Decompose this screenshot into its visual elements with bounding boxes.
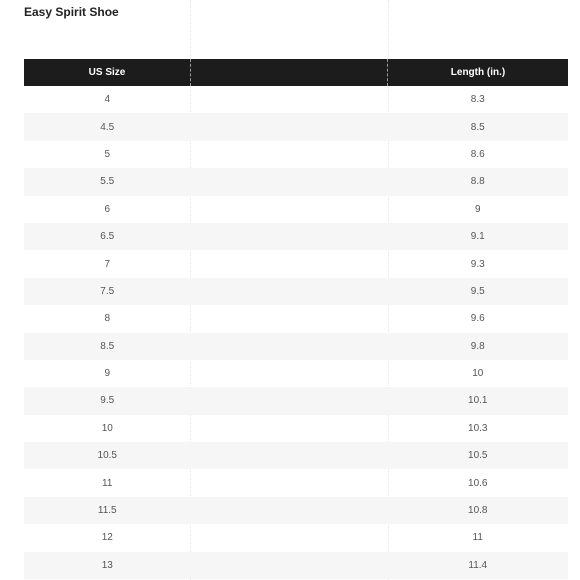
cell-us-size: 8.5 (24, 333, 191, 360)
cell-spacer (191, 552, 388, 579)
cell-spacer (191, 141, 388, 168)
cell-spacer (191, 524, 388, 551)
table-row (24, 360, 568, 387)
cell-us-size: 7 (104, 258, 111, 270)
cell-length: 9.6 (470, 313, 485, 325)
cell-spacer (191, 168, 388, 195)
table-row (24, 141, 568, 168)
cell-spacer (191, 305, 388, 332)
cell-spacer (191, 497, 388, 524)
cell-length: 10.1 (388, 387, 569, 414)
cell-us-size: 11 (102, 477, 113, 489)
header-us-size: US Size (24, 59, 191, 86)
table-row (24, 196, 568, 223)
table-row (24, 250, 568, 277)
cell-us-size: 12 (101, 532, 113, 544)
cell-length: 10.6 (468, 477, 488, 489)
table-row (24, 415, 568, 442)
table-row (24, 223, 568, 250)
table-row (24, 524, 568, 551)
cell-length: 8.6 (470, 148, 485, 160)
table-row (24, 168, 568, 195)
cell-length: 10.3 (468, 422, 488, 434)
cell-us-size: 6 (104, 203, 111, 215)
table-row (24, 497, 568, 524)
cell-us-size: 5.5 (24, 168, 191, 195)
cell-spacer (191, 360, 388, 387)
cell-us-size: 9.5 (24, 387, 191, 414)
cell-us-size: 13 (24, 552, 191, 579)
cell-spacer (191, 442, 388, 469)
page-title: Easy Spirit Shoe (24, 5, 119, 19)
cell-us-size: 4 (104, 94, 111, 106)
cell-length: 11.4 (388, 552, 569, 579)
table-row (24, 333, 568, 360)
header-spacer (191, 59, 388, 86)
cell-length: 10.8 (388, 497, 569, 524)
table-row (24, 278, 568, 305)
cell-spacer (191, 113, 388, 140)
table-row (24, 86, 568, 113)
table-row (24, 442, 568, 469)
cell-length: 9.8 (388, 333, 569, 360)
cell-length: 8.5 (388, 113, 569, 140)
cell-length: 10 (472, 368, 484, 380)
table-header-row (24, 59, 568, 86)
cell-length: 10.5 (388, 442, 569, 469)
cell-spacer (191, 223, 388, 250)
cell-length: 9.3 (470, 258, 485, 270)
table-row (24, 113, 568, 140)
cell-us-size: 10 (101, 422, 113, 434)
cell-spacer (191, 333, 388, 360)
cell-length: 8.8 (388, 168, 569, 195)
cell-us-size: 11.5 (24, 497, 191, 524)
cell-length: 9.1 (388, 223, 569, 250)
cell-us-size: 4.5 (24, 113, 191, 140)
table-body (24, 86, 568, 579)
cell-spacer (191, 415, 388, 442)
table-row (24, 552, 568, 579)
cell-spacer (191, 250, 388, 277)
cell-us-size: 5 (104, 148, 111, 160)
cell-spacer (191, 196, 388, 223)
table-row (24, 469, 568, 496)
header-length: Length (in.) (388, 59, 569, 86)
cell-spacer (191, 86, 388, 113)
cell-length: 9 (474, 203, 481, 215)
cell-spacer (191, 278, 388, 305)
cell-length: 11 (472, 532, 483, 544)
table-row (24, 387, 568, 414)
cell-us-size: 8 (104, 313, 111, 325)
cell-spacer (191, 387, 388, 414)
cell-spacer (191, 469, 388, 496)
table-row (24, 305, 568, 332)
cell-us-size: 6.5 (24, 223, 191, 250)
size-chart-table (24, 59, 568, 579)
cell-us-size: 9 (104, 368, 111, 380)
cell-length: 8.3 (470, 94, 485, 106)
cell-us-size: 7.5 (24, 278, 191, 305)
cell-us-size: 10.5 (24, 442, 191, 469)
cell-length: 9.5 (388, 278, 569, 305)
